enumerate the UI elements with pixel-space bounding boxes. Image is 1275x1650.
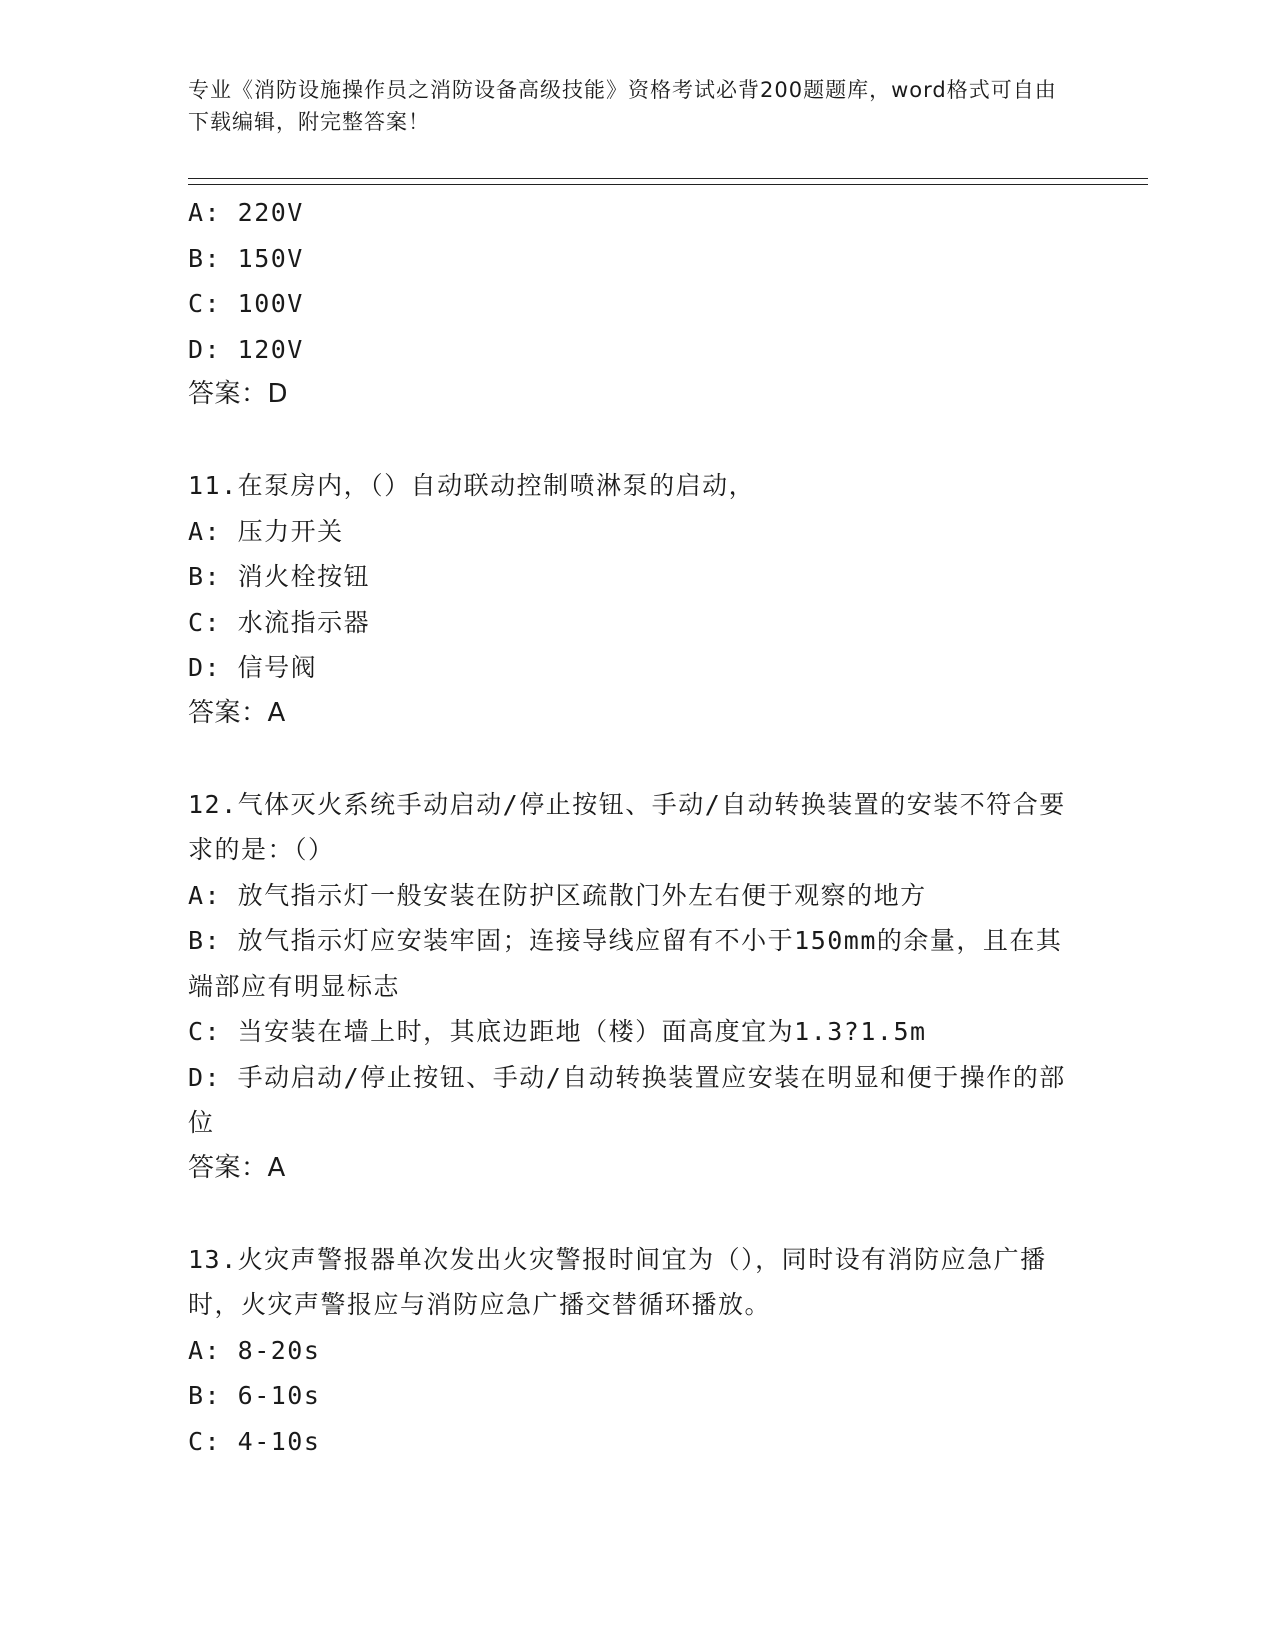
option-a: A: 压力开关 (188, 516, 344, 546)
spacer (188, 418, 1068, 464)
option-c: C: 当安装在墙上时，其底边距地（楼）面高度宜为1.3?1.5m (188, 1017, 927, 1046)
header-rule-top (188, 178, 1148, 179)
answer: 答案：A (188, 1152, 286, 1183)
spacer (188, 736, 1068, 782)
option-c: C: 100V (188, 289, 304, 318)
question-13 (188, 1237, 1068, 1465)
question-11 (188, 463, 1068, 736)
question-10 (188, 190, 1068, 418)
option-d: D: 手动启动/停止按钮、手动/自动转换装置应安装在明显和便于操作的部位 (188, 1062, 1066, 1137)
option-b: B: 放气指示灯应安装牢固；连接导线应留有不小于150mm的余量，且在其端部应有明显标志 (188, 926, 1063, 1001)
option-b: B: 消火栓按钮 (188, 562, 371, 591)
question-12 (188, 782, 1068, 1192)
question-text: 11.在泵房内，（）自动联动控制喷淋泵的启动， (188, 471, 756, 500)
question-list (188, 190, 1068, 1464)
question-text: 12.气体灭火系统手动启动/停止按钮、手动/自动转换装置的安装不符合要求的是：（） (188, 789, 1066, 864)
spacer (188, 1191, 1068, 1237)
question-text: 13.火灾声警报器单次发出火灾警报时间宜为（），同时设有消防应急广播时，火灾声警报应与消防应急广播交替循环播放。 (188, 1244, 1047, 1319)
option-d: D: 120V (188, 334, 304, 364)
option-b: B: 150V (188, 243, 304, 273)
option-d: D: 信号阀 (188, 653, 318, 682)
answer: 答案：D (188, 379, 289, 409)
option-a: A: 放气指示灯一般安装在防护区疏散门外左右便于观察的地方 (188, 880, 927, 910)
header-rule-bottom (188, 184, 1148, 185)
option-a: A: 8-20s (188, 1335, 321, 1365)
option-c: C: 水流指示器 (188, 607, 371, 637)
document-header: 专业《消防设施操作员之消防设备高级技能》资格考试必背200题题库，word格式可自由下载编辑，附完整答案！ (188, 78, 1057, 134)
answer: 答案：A (188, 697, 286, 728)
option-b: B: 6-10s (188, 1381, 321, 1410)
option-a: A: 220V (188, 198, 304, 227)
option-c: C: 4-10s (188, 1426, 321, 1456)
